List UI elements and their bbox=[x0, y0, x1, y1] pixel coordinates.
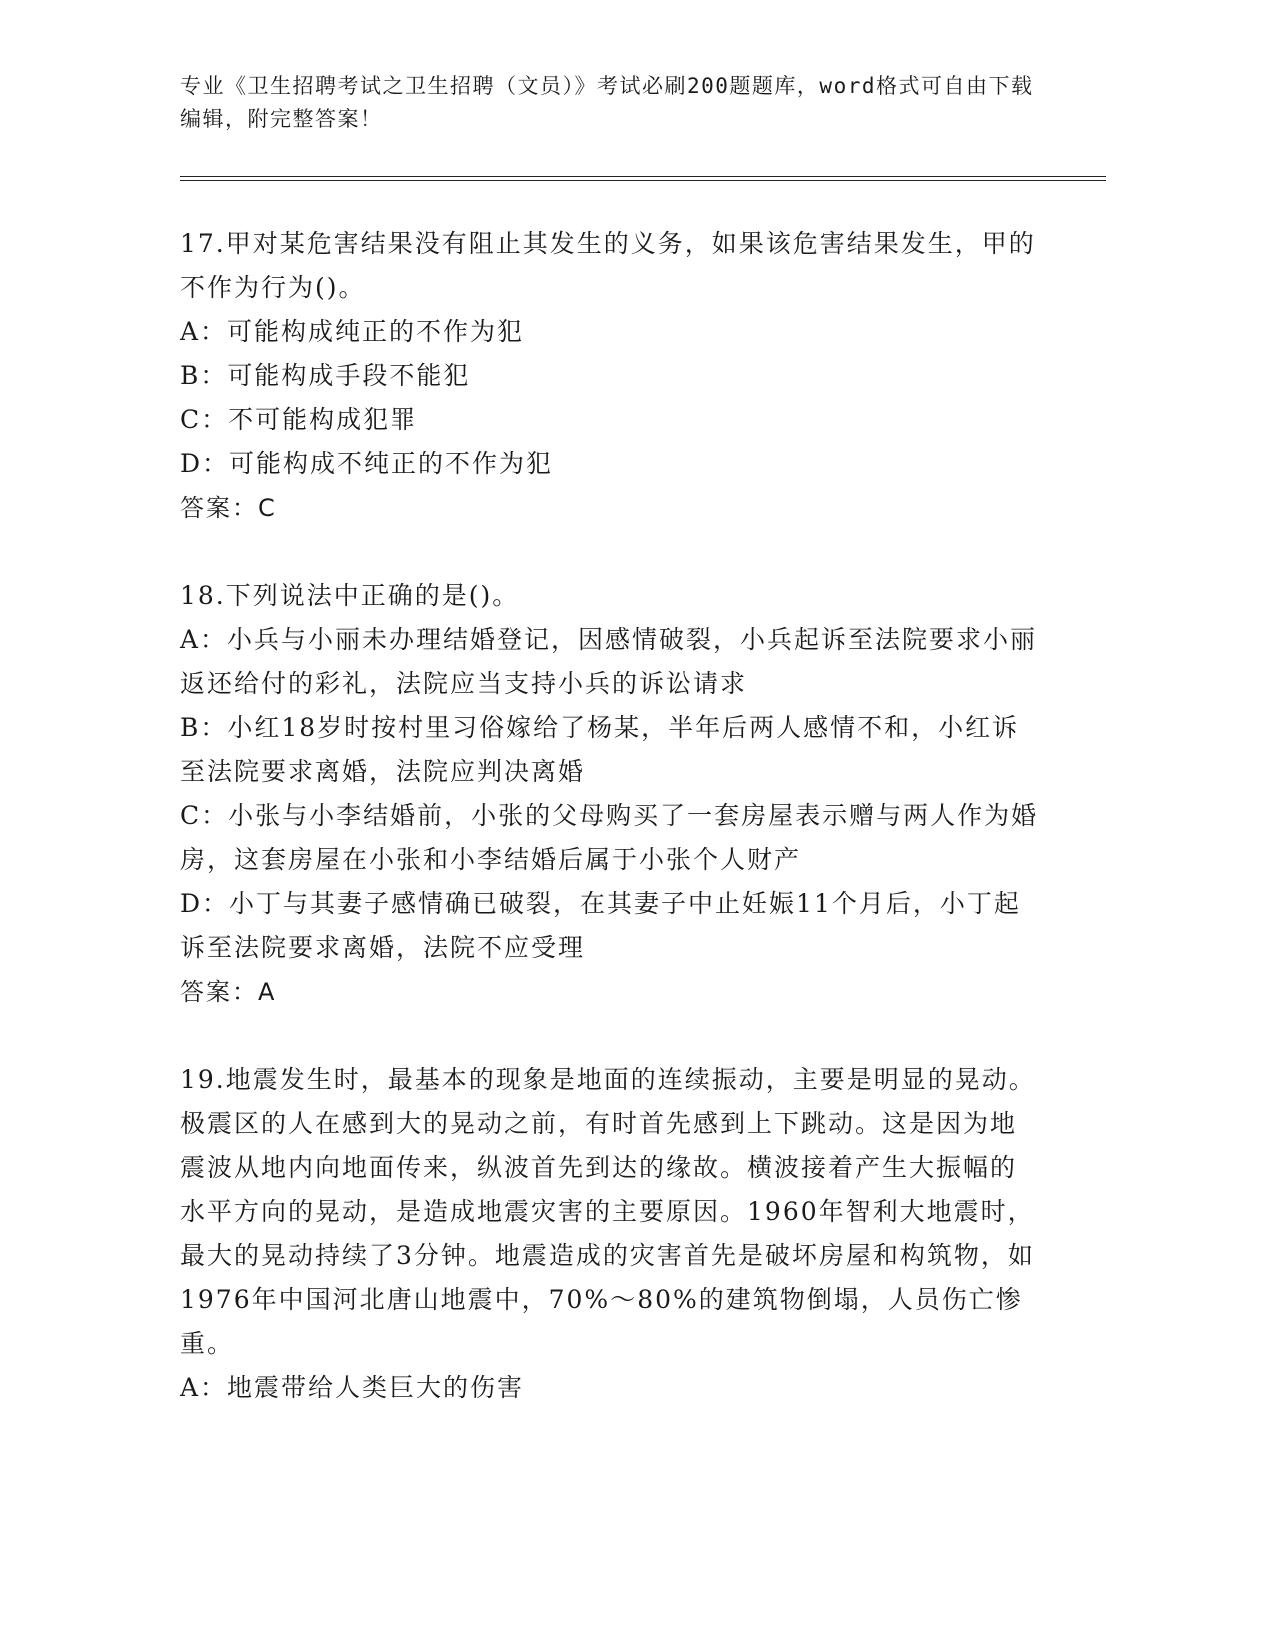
option-c: C：不可能构成犯罪 bbox=[180, 405, 418, 434]
question-stem: 18.下列说法中正确的是()。 bbox=[180, 581, 520, 610]
question-list bbox=[180, 222, 1040, 1454]
option-d: D：小丁与其妻子感情确已破裂，在其妻子中止妊娠11个月后，小丁起诉至法院要求离婚，法院不应受理 bbox=[180, 889, 1021, 962]
header-divider bbox=[180, 176, 1106, 181]
question-18 bbox=[180, 574, 1040, 1014]
answer-label: 答案：A bbox=[180, 978, 277, 1006]
question-19 bbox=[180, 1058, 1040, 1410]
option-b: B：可能构成手段不能犯 bbox=[180, 361, 471, 390]
option-a: A：地震带给人类巨大的伤害 bbox=[180, 1373, 525, 1402]
answer-label: 答案：C bbox=[180, 494, 277, 522]
option-b: B：小红18岁时按村里习俗嫁给了杨某，半年后两人感情不和，小红诉至法院要求离婚，法院应判决离婚 bbox=[180, 713, 1020, 786]
option-a: A：可能构成纯正的不作为犯 bbox=[180, 317, 525, 346]
option-d: D：可能构成不纯正的不作为犯 bbox=[180, 449, 554, 478]
question-stem: 19.地震发生时，最基本的现象是地面的连续振动，主要是明显的晃动。极震区的人在感到大的晃动之前，有时首先感到上下跳动。这是因为地震波从地内向地面传来，纵波首先到达的缘故。横波接着产生大振幅的水平方向的晃动，是造成地震灾害的主要原因。1960年智利大地震时，最大的晃动持续了3分钟。地震造成的灾害首先是破坏房屋和构筑物，如1976年中国河北唐山地震中，70%～80%的建筑物倒塌，人员伤亡惨重。 bbox=[180, 1065, 1036, 1358]
question-stem: 17.甲对某危害结果没有阻止其发生的义务，如果该危害结果发生，甲的不作为行为()。 bbox=[180, 229, 1036, 302]
question-17 bbox=[180, 222, 1040, 530]
option-c: C：小张与小李结婚前，小张的父母购买了一套房屋表示赠与两人作为婚房，这套房屋在小张和小李结婚后属于小张个人财产 bbox=[180, 801, 1039, 874]
header-title: 专业《卫生招聘考试之卫生招聘（文员）》考试必刷200题题库，word格式可自由下载编辑，附完整答案！ bbox=[180, 74, 1034, 131]
option-a: A：小兵与小丽未办理结婚登记，因感情破裂，小兵起诉至法院要求小丽返还给付的彩礼，法院应当支持小兵的诉讼请求 bbox=[180, 625, 1038, 698]
